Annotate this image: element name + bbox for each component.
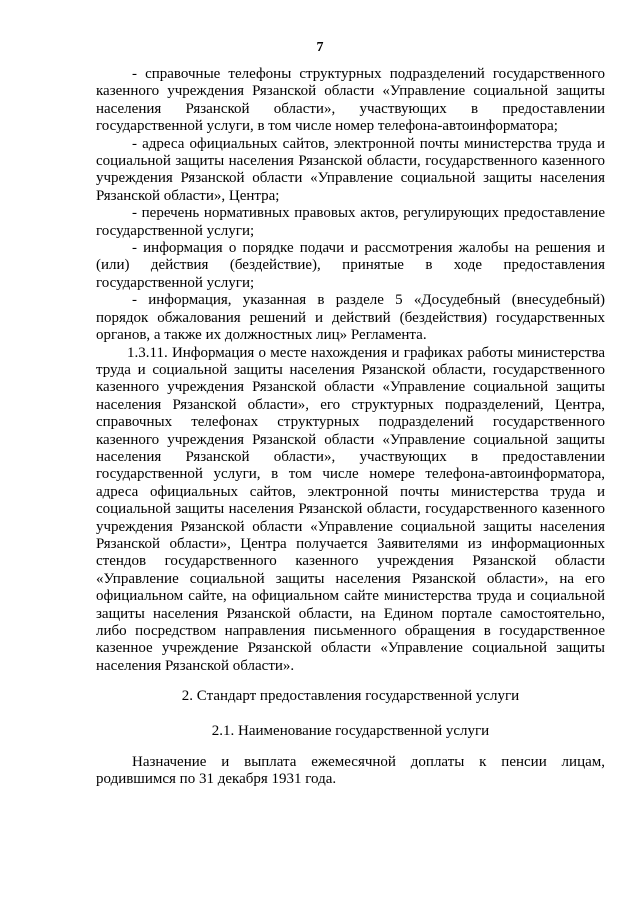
paragraph-service-name: Назначение и выплата ежемесячной доплаты к пенсии лицам, родившимся по 31 декабря 1931 года. xyxy=(96,754,605,788)
body-text xyxy=(96,66,605,675)
paragraph-complaint: - информация о порядке подачи и рассмотрения жалобы на решения и (или) действия (бездействие), принятые в ходе предоставления государственной услуги; xyxy=(96,240,605,291)
paragraph-legal-acts: - перечень нормативных правовых актов, регулирующих предоставление государственной услуги; xyxy=(96,205,605,239)
paragraph-phones: - справочные телефоны структурных подразделений государственного казенного учреждения Рязанской области «Управление социальной защиты населения Рязанской области», участвующих в предоставлении государственной услуги, в том числе номер телефона-автоинформатора; xyxy=(96,66,605,135)
final-text xyxy=(96,754,605,789)
subsection-heading: 2.1. Наименование государственной услуги xyxy=(211,723,490,739)
paragraph-1-3-11: 1.3.11. Информация о месте нахождения и графиках работы министерства труда и социальной защиты населения Рязанской области, государственного казенного учреждения Рязанской области «Управление социальной защиты населения Рязанской области», его структурных подразделений, Центра, справочных телефонах структурных подразделений государственного казенного учреждения Рязанской области «Управление социальной защиты населения Рязанской области», участвующих в предоставлении государственной услуги, в том числе номере телефона-автоинформатора, адреса официальных сайтов, электронной почты министерства труда и социальной защиты населения Рязанской области, государственного казенного учреждения Рязанской области «Управление социальной защиты населения Рязанской области», Центра получается Заявителями из информационных стендов государственного казенного учреждения Рязанской области «Управление социальной защиты населения Рязанской области», на его официальном сайте, на официальном сайте министерства труда и социальной защиты населения Рязанской области, на Едином портале самостоятельно, либо посредством направления письменного обращения в государственное казенное учреждение Рязанской области «Управление социальной защиты населения Рязанской области». xyxy=(96,344,605,674)
section-heading: 2. Стандарт предоставления государственной услуги xyxy=(181,688,520,704)
paragraph-section5: - информация, указанная в разделе 5 «Досудебный (внесудебный) порядок обжалования решений и действий (бездействия) государственных органов, а также их должностных лиц» Регламента. xyxy=(96,292,605,344)
page-number: 7 xyxy=(316,40,324,55)
paragraph-addresses: - адреса официальных сайтов, электронной почты министерства труда и социальной защиты населения Рязанской области, государственного казенного учреждения Рязанской области «Управление социальной защиты населения Рязанской области», Центра; xyxy=(96,135,605,204)
